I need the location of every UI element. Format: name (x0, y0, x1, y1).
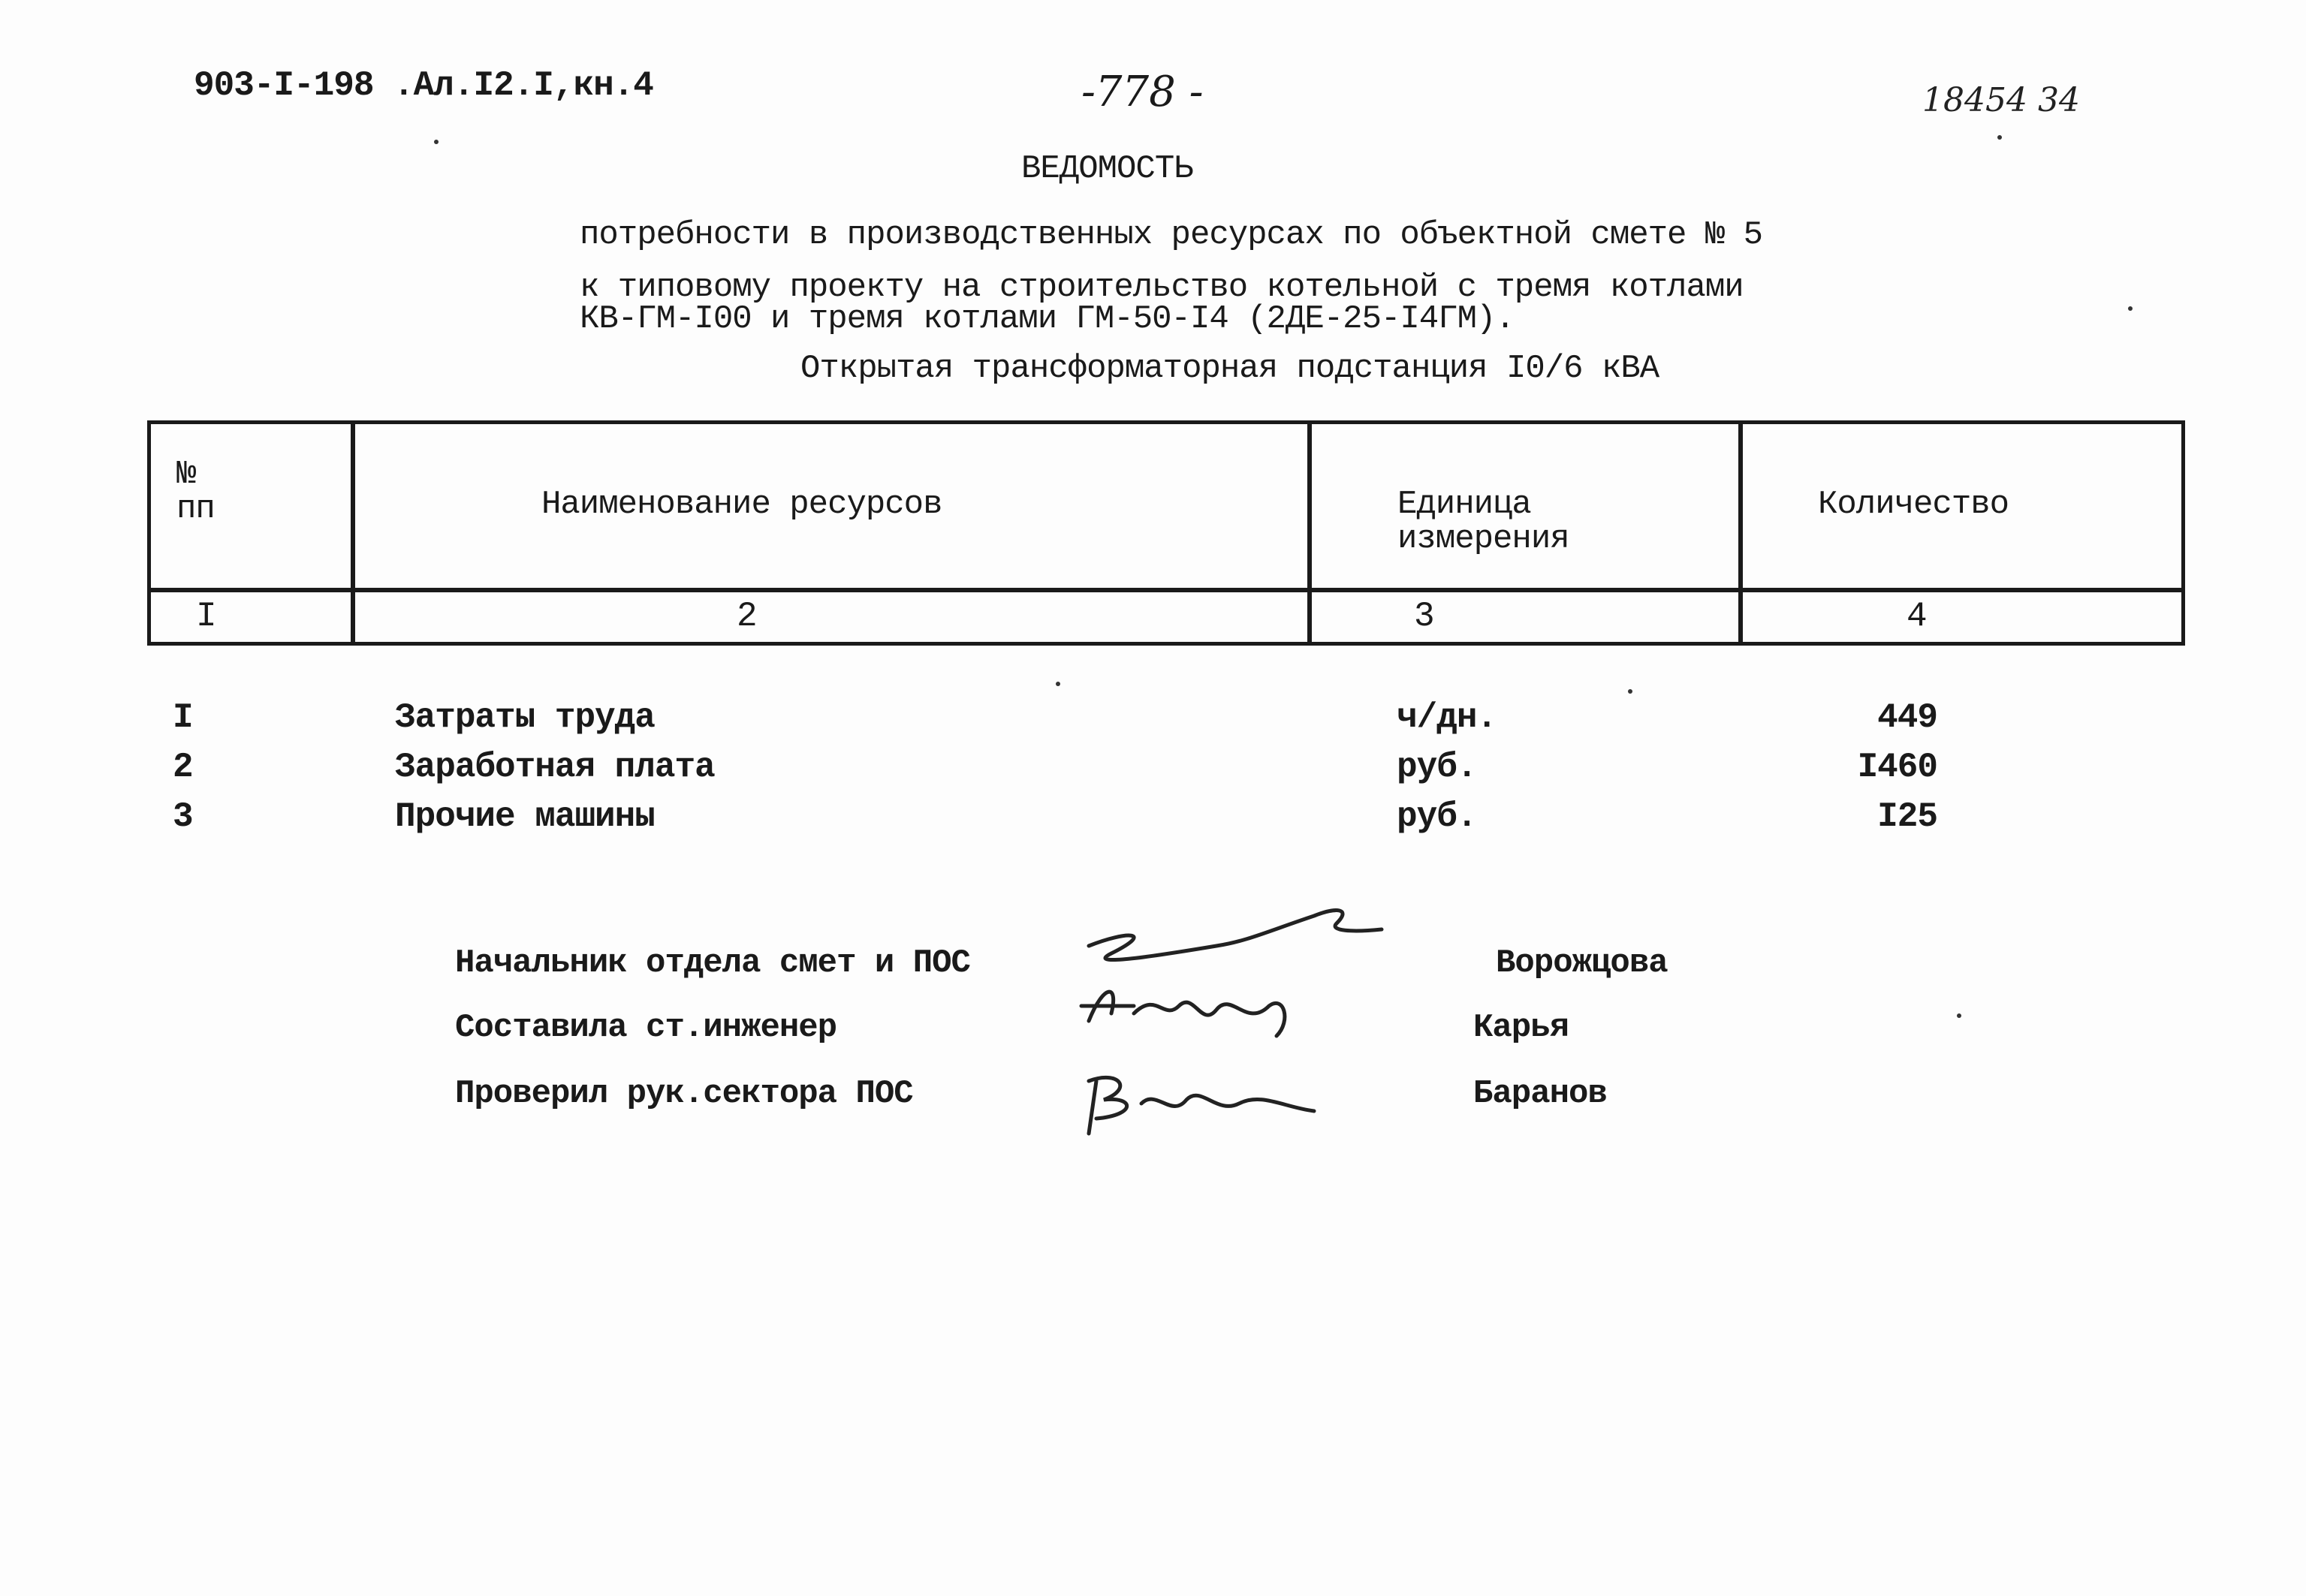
unit: ч/дн. (1397, 698, 1497, 737)
header-quantity: Количество (1818, 486, 2009, 523)
document-title: ВЕДОМОСТЬ (1021, 150, 1193, 188)
scan-speck (2128, 306, 2133, 311)
scan-speck (1056, 682, 1060, 686)
unit: руб. (1397, 797, 1477, 836)
header-unit: Единица измерения (1397, 486, 1569, 558)
resource-name: Заработная плата (395, 748, 715, 787)
column-divider (1307, 424, 1312, 642)
column-number: 4 (1907, 597, 1928, 636)
signature-name: Ворожцова (1496, 944, 1668, 982)
header-resource-name: Наименование ресурсов (541, 486, 942, 523)
row-number: 3 (173, 797, 193, 836)
subtitle-line-4: Открытая трансформаторная подстанция I0/6 кВА (800, 350, 1659, 387)
scan-speck (434, 140, 439, 144)
page-number: -778 - (1081, 68, 1204, 116)
column-divider (351, 424, 355, 642)
resource-name: Затраты труда (395, 698, 655, 737)
scan-speck (1957, 1013, 1961, 1018)
quantity: 449 (1877, 698, 1937, 737)
scan-speck (1628, 689, 1632, 694)
archive-number: 18454 34 (1922, 81, 2080, 119)
column-divider (1738, 424, 1743, 642)
row-number: I (173, 698, 193, 737)
header-number: № пп (176, 456, 215, 528)
resources-table-header (147, 420, 2185, 646)
signature-role: Проверил рук.сектора ПОС (455, 1075, 913, 1113)
row-number: 2 (173, 748, 193, 787)
quantity: I25 (1877, 797, 1937, 836)
signature-role: Начальник отдела смет и ПОС (455, 944, 970, 982)
column-number: I (196, 597, 217, 636)
handwritten-signatures (1066, 901, 1457, 1149)
signature-name: Баранов (1473, 1075, 1607, 1113)
quantity: I460 (1857, 748, 1937, 787)
table-divider (151, 588, 2181, 592)
subtitle-line-2: к типовому проекту на строительство котельной с тремя котлами (580, 269, 1744, 306)
unit: руб. (1397, 748, 1477, 787)
signature-role: Составила ст.инженер (455, 1009, 837, 1046)
scan-speck (1997, 135, 2002, 140)
column-number: 3 (1414, 597, 1435, 636)
subtitle-line-1: потребности в производственных ресурсах по объектной смете № 5 (580, 216, 1763, 254)
resource-name: Прочие машины (395, 797, 655, 836)
signature-name: Карья (1473, 1009, 1569, 1046)
document-code: 903-I-198 .Ал.I2.I,кн.4 (194, 66, 653, 105)
column-number: 2 (737, 597, 758, 636)
subtitle-line-3: КВ-ГМ-I00 и тремя котлами ГМ-50-I4 (2ДЕ-25-I4ГМ). (580, 300, 1515, 338)
